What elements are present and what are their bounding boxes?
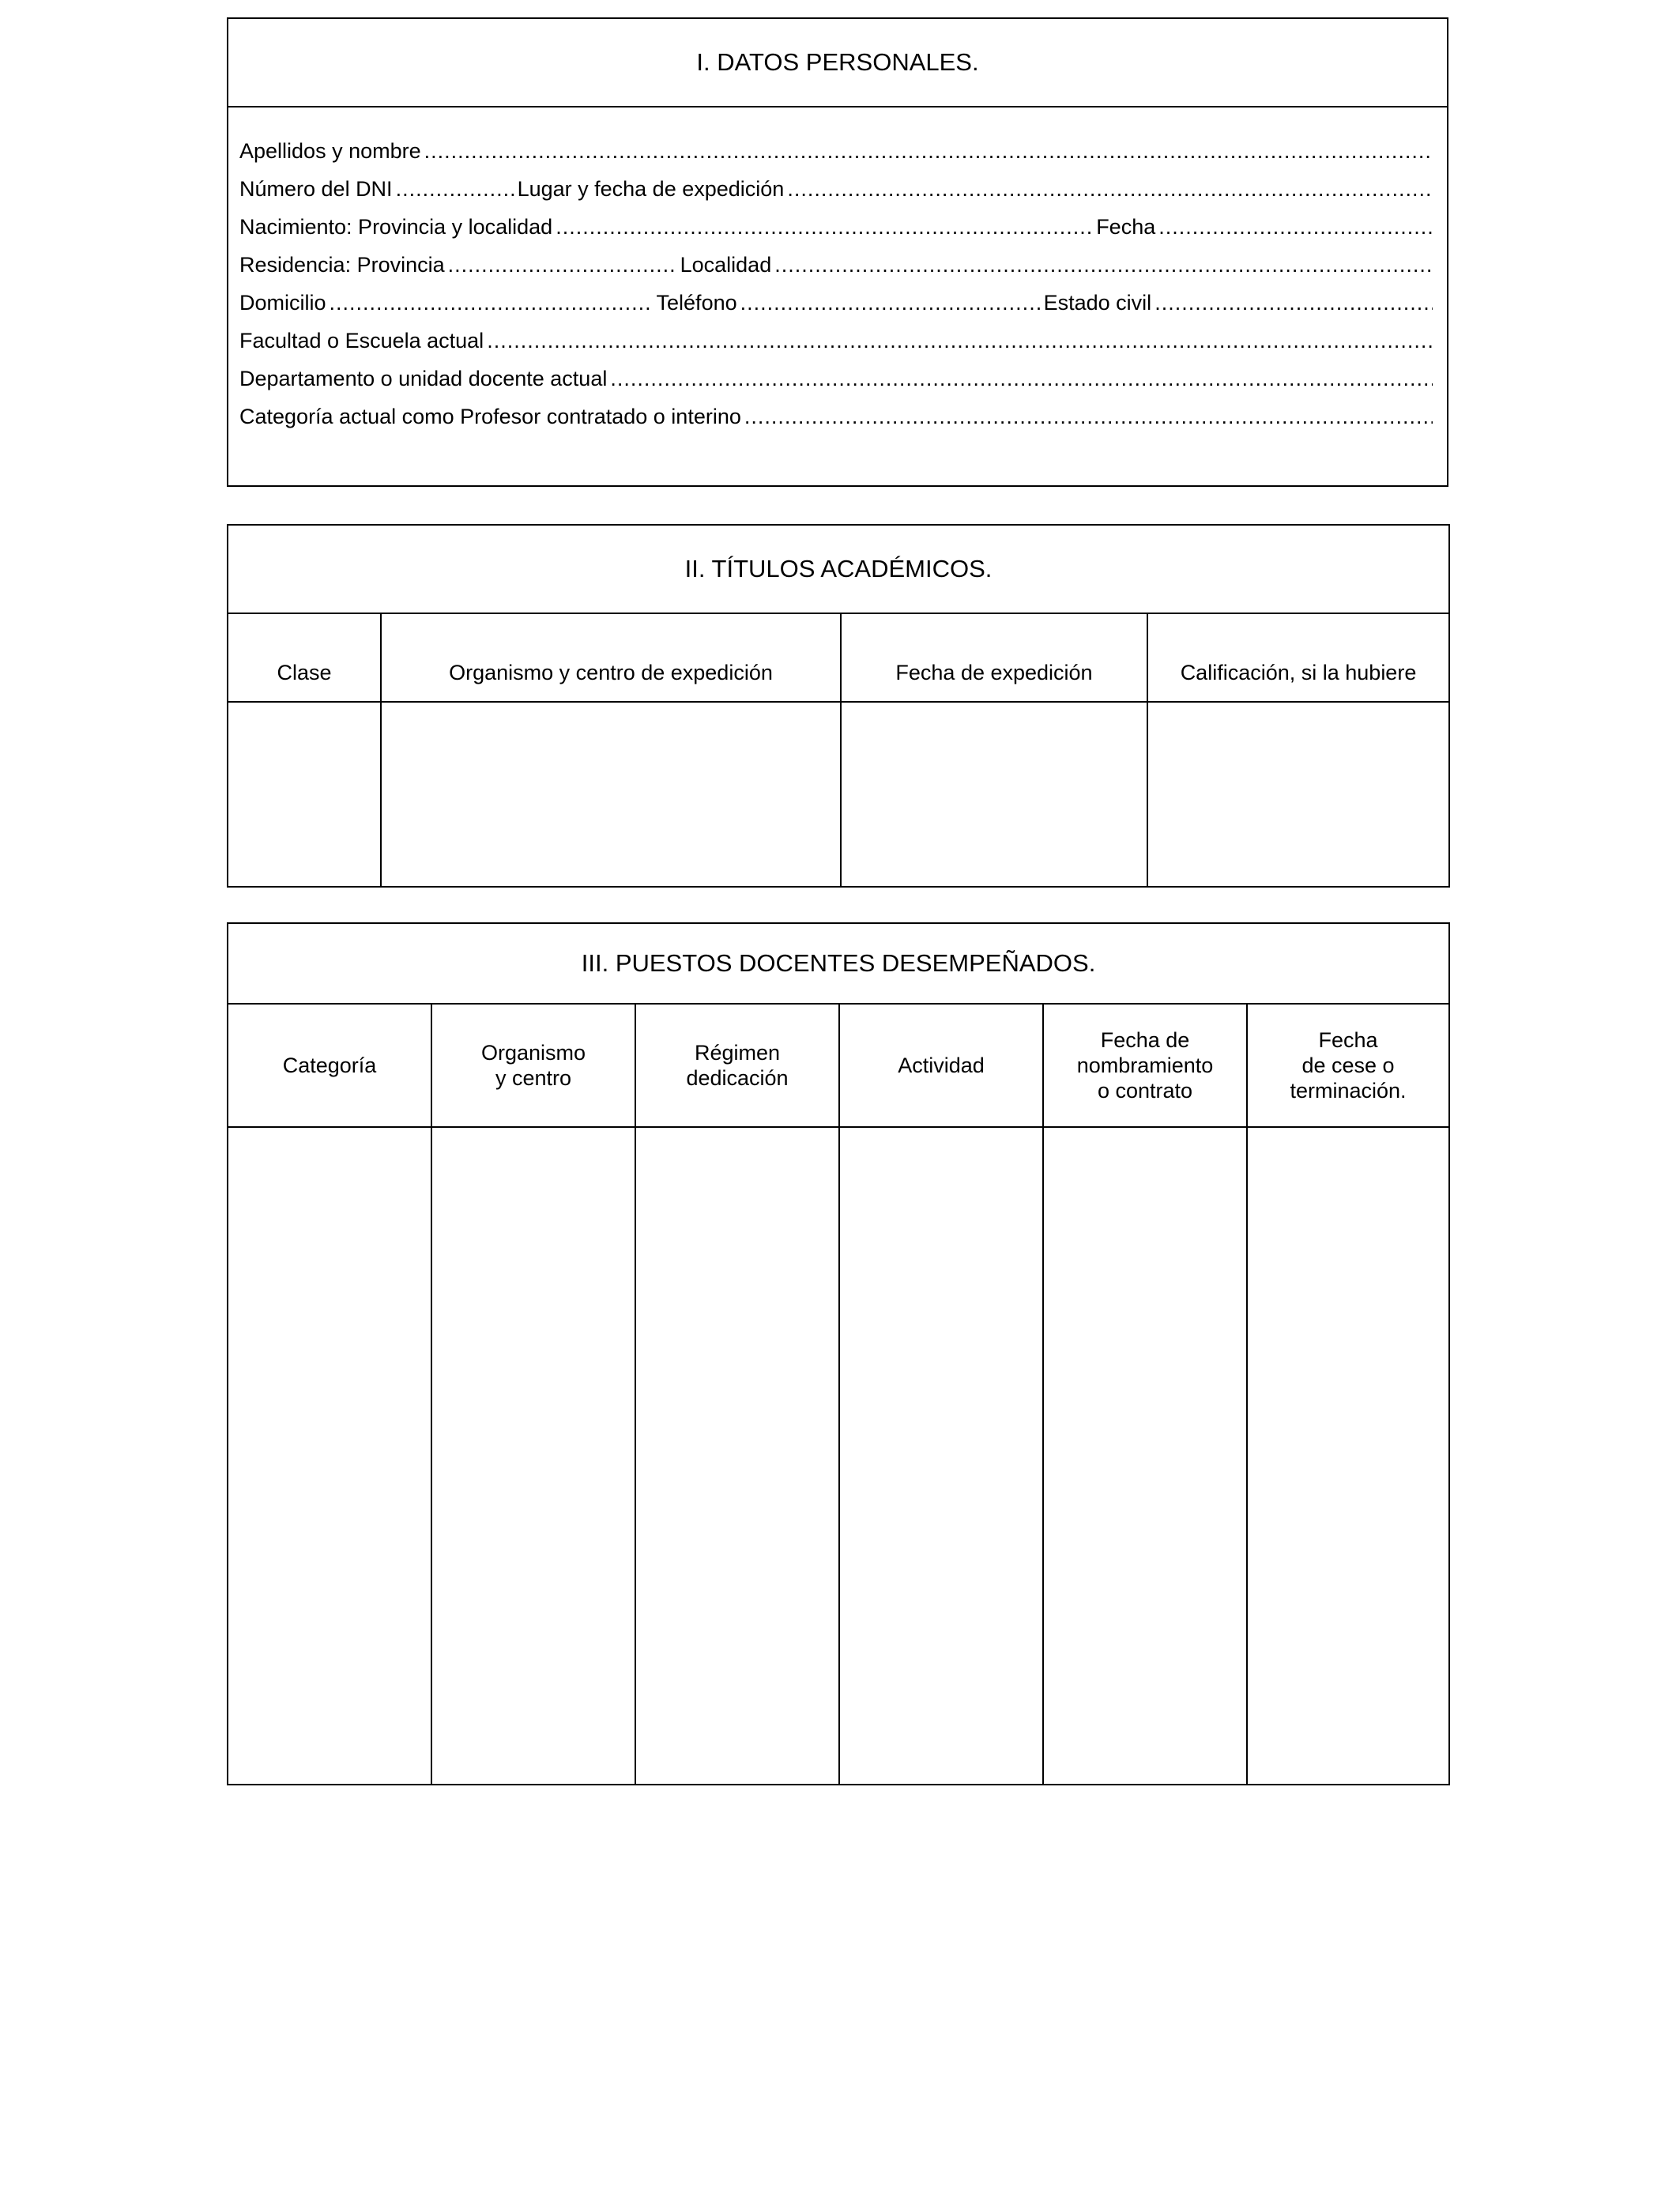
fill-line (740, 291, 1041, 315)
cell-fecha-cese[interactable] (1247, 1127, 1449, 1785)
cell-actividad[interactable] (839, 1127, 1043, 1785)
column-header-regimen: Régimen dedicación (635, 1004, 839, 1127)
table-titulos-academicos (227, 524, 1450, 888)
field-nacimiento[interactable]: Nacimiento: Provincia y localidad ..... Fecha ..... (239, 215, 1447, 253)
fill-line (787, 177, 1433, 202)
fill-line (448, 253, 677, 277)
field-domicilio[interactable]: Domicilio ..... Teléfono ..... Estado civil ..... (239, 291, 1447, 329)
column-header-fecha: Fecha de expedición (841, 613, 1147, 702)
column-header-clase: Clase (228, 613, 381, 702)
fields-list (228, 107, 1447, 443)
table-puestos-docentes (227, 922, 1450, 1785)
fill-line (424, 139, 1433, 164)
fill-line (1155, 291, 1433, 315)
field-residencia[interactable]: Residencia: Provincia ..... Localidad ..... (239, 253, 1447, 291)
fill-line (1158, 215, 1433, 239)
column-header-organismo: Organismo y centro (431, 1004, 635, 1127)
fill-line (610, 367, 1433, 391)
fill-line (744, 405, 1433, 429)
field-categoria[interactable]: Categoría actual como Profesor contratado o interino ..... (239, 405, 1447, 443)
cell-fecha[interactable] (841, 702, 1147, 887)
section-title: II. TÍTULOS ACADÉMICOS. (228, 525, 1449, 613)
column-header-actividad: Actividad (839, 1004, 1043, 1127)
section-title: I. DATOS PERSONALES. (228, 19, 1447, 107)
section-datos-personales (227, 17, 1448, 487)
fill-line (487, 329, 1433, 353)
column-header-fecha-cese: Fecha de cese o terminación. (1247, 1004, 1449, 1127)
cell-calificacion[interactable] (1147, 702, 1449, 887)
fill-line (396, 177, 514, 202)
cell-organismo[interactable] (431, 1127, 635, 1785)
column-header-categoria: Categoría (228, 1004, 431, 1127)
field-dni[interactable]: Número del DNI ..... Lugar y fecha de expedición ..... (239, 177, 1447, 215)
section-title: III. PUESTOS DOCENTES DESEMPEÑADOS. (228, 923, 1449, 1004)
cell-categoria[interactable] (228, 1127, 431, 1785)
column-header-calificacion: Calificación, si la hubiere (1147, 613, 1449, 702)
cell-organismo[interactable] (381, 702, 841, 887)
column-header-organismo: Organismo y centro de expedición (381, 613, 841, 702)
cell-regimen[interactable] (635, 1127, 839, 1785)
field-facultad[interactable]: Facultad o Escuela actual ..... (239, 329, 1447, 367)
field-departamento[interactable]: Departamento o unidad docente actual ..... (239, 367, 1447, 405)
field-apellidos-nombre[interactable]: Apellidos y nombre ..... (239, 139, 1447, 177)
fill-line (330, 291, 654, 315)
fill-line (774, 253, 1433, 277)
fill-line (556, 215, 1093, 239)
column-header-fecha-nombramiento: Fecha de nombramiento o contrato (1043, 1004, 1247, 1127)
cell-fecha-nombramiento[interactable] (1043, 1127, 1247, 1785)
cell-clase[interactable] (228, 702, 381, 887)
